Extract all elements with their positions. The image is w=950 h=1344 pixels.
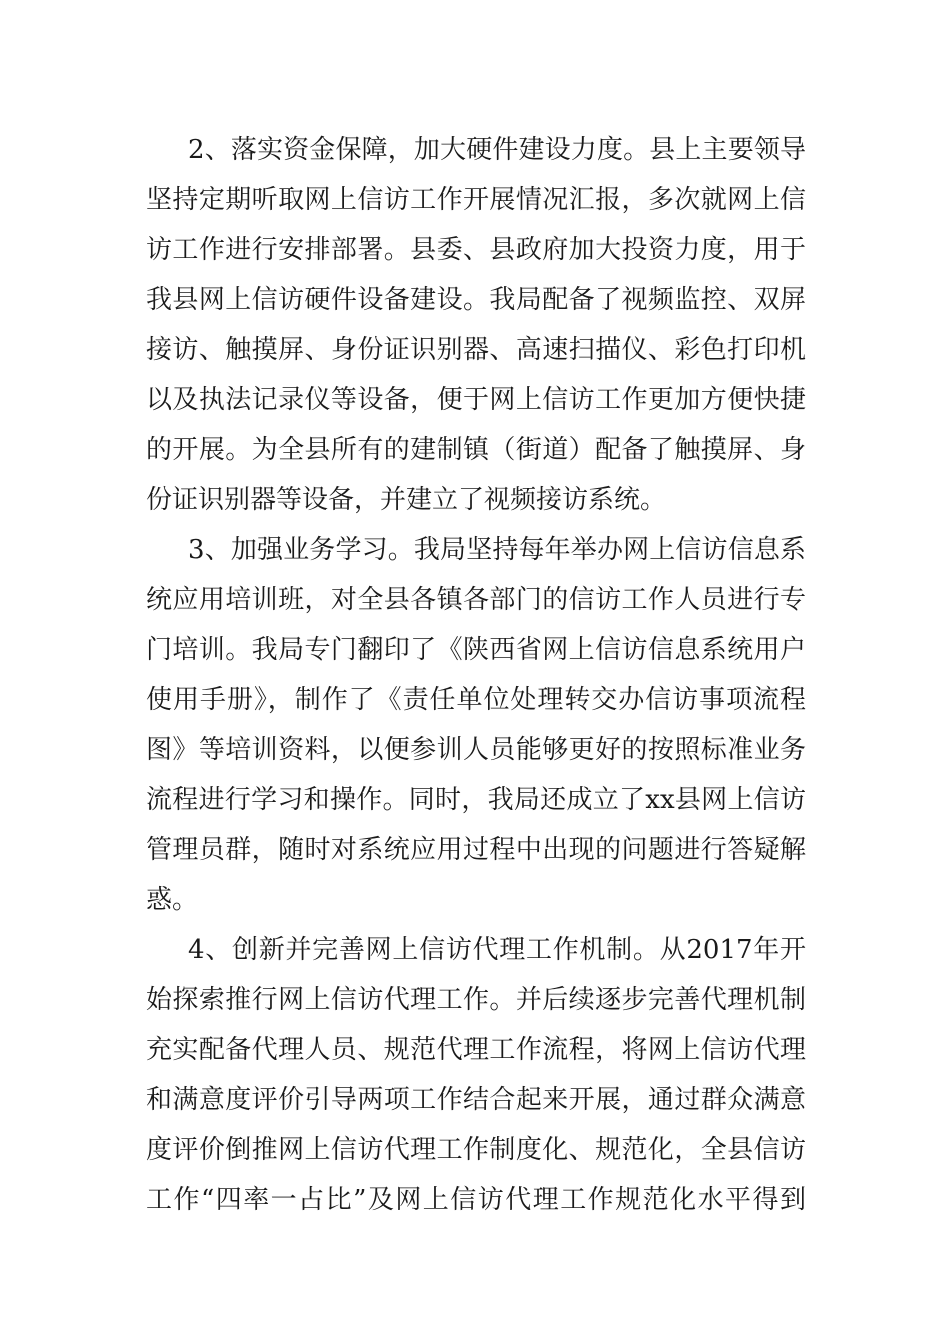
paragraph-3-line-7: 管理员群，随时对系统应用过程中出现的问题进行答疑解 <box>146 835 806 865</box>
paragraph-2-line-3: 访工作进行安排部署。县委、县政府加大投资力度，用于 <box>146 235 806 265</box>
paragraph-4-line-1: 4、创新并完善网上信访代理工作机制。从2017年开 <box>188 935 806 965</box>
paragraph-2-line-8: 份证识别器等设备，并建立了视频接访系统。 <box>146 485 667 515</box>
paragraph-3-line-5: 图》等培训资料，以便参训人员能够更好的按照标准业务 <box>146 735 806 765</box>
paragraph-4-line-5: 度评价倒推网上信访代理工作制度化、规范化，全县信访 <box>146 1135 806 1165</box>
paragraph-3-line-2: 统应用培训班，对全县各镇各部门的信访工作人员进行专 <box>146 585 806 615</box>
paragraph-3-line-4: 使用手册》，制作了《责任单位处理转交办信访事项流程 <box>146 685 806 715</box>
paragraph-2-line-4: 我县网上信访硬件设备建设。我局配备了视频监控、双屏 <box>146 285 806 315</box>
paragraph-2-line-1: 2、落实资金保障，加大硬件建设力度。县上主要领导 <box>188 135 806 165</box>
paragraph-3-line-8: 惑。 <box>146 885 199 915</box>
paragraph-3-line-3: 门培训。我局专门翻印了《陕西省网上信访信息系统用户 <box>146 635 806 665</box>
paragraph-4-line-4: 和满意度评价引导两项工作结合起来开展，通过群众满意 <box>146 1085 806 1115</box>
paragraph-3-line-1: 3、加强业务学习。我局坚持每年举办网上信访信息系 <box>188 535 806 565</box>
paragraph-2-line-7: 的开展。为全县所有的建制镇（街道）配备了触摸屏、身 <box>146 435 806 465</box>
paragraph-2-line-6: 以及执法记录仪等设备，便于网上信访工作更加方便快捷 <box>146 385 806 415</box>
paragraph-4-line-6: 工作“四率一占比”及网上信访代理工作规范化水平得到 <box>146 1185 806 1215</box>
paragraph-3-line-6: 流程进行学习和操作。同时，我局还成立了xx县网上信访 <box>146 785 806 815</box>
paragraph-4-line-3: 充实配备代理人员、规范代理工作流程，将网上信访代理 <box>146 1035 806 1065</box>
paragraph-4-line-2: 始探索推行网上信访代理工作。并后续逐步完善代理机制 <box>146 985 806 1015</box>
paragraph-2-line-2: 坚持定期听取网上信访工作开展情况汇报，多次就网上信 <box>146 185 806 215</box>
paragraph-2-line-5: 接访、触摸屏、身份证识别器、高速扫描仪、彩色打印机 <box>146 335 806 365</box>
